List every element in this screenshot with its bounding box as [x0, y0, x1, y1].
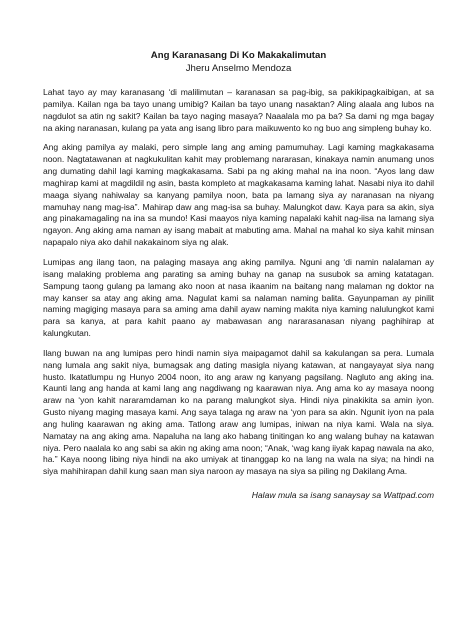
paragraph-1: Lahat tayo ay may karanasang ‘di malilimutan – karanasan sa pag-ibig, sa pakikipagkaibigan, at sa pamilya. Kailan nga ba tayo unang umibig? Kailan ba tayo unang nasaktan? Aling alaala ang lubos na nagdulot sa atin ng sakit? Kailan ba tayo naging masaya? Naaalala mo pa ba? Sa dami ng mga bagay na aking naranasan, kulang pa yata ang isang libro para maikuwento ko ng buo ang simpleng buhay ko. — [43, 87, 434, 133]
paragraph-2: Ang aking pamilya ay malaki, pero simple lang ang aming pamumuhay. Lagi kaming magkakasama noon. Nagtatawanan at nagkukulitan kahit may problemang nararasan, kinakaya namin anumang unos ang dumating dahil lagi kaming magkakasama. Sabi pa ng aking mahal na ina noon. “Ayos lang daw maghirap kami at magdildil ng asin, basta kompleto at magkakasama kaming lahat. Nasabi niya ito dahil maaga siyang nahiwalay sa kanyang pamilya noon, bata pa lamang siya ay naranasan na niyang mamuhay nang mag-isa”. Mahirap daw ang mag-isa sa buhay. Malungkot daw. Kaya para sa akin, siya ang pinakamagaling na ina sa mundo! Kasi maayos niya kaming napalaki kahit nag-iisa na lamang siya ngayon. Ang aking ama naman ay isang mabait at mabuting ama. Mahal na mahal ko siya kahit minsan napapalo niya ako dahil nakakainom siya ng alak. — [43, 142, 434, 248]
document-author: Jheru Anselmo Mendoza — [185, 63, 292, 74]
paragraph-3: Lumipas ang ilang taon, na palaging masaya ang aking pamilya. Nguni ang ‘di namin nalalaman ay isang malaking problema ang parating sa aming buhay na ganap na susubok sa aming katatagan. Sampung taong gulang pa lamang ako noon at nasa ikaanim na baitang nang malaman ng doktor na may kanser sa atay ang aking ama. Nagulat kami sa nalaman naming balita. Gayunpaman ay pinilit naming magiging masaya para sa aming ama dahil ayaw naming makita niya kaming nalulungkot kami para sa kanya, at para kahit paano ay mabawasan ang nararasanasan niyang paghihirap at kalungkutan. — [43, 256, 434, 339]
paragraph-4: Ilang buwan na ang lumipas pero hindi namin siya maipagamot dahil sa kakulangan sa pera. Lumala nang lumala ang sakit niya, bumagsak ang dating masigla niyang katawan, at nangayayat siya nang husto. Ikatatlumpu ng Hunyo 2004 noon, ito ang araw ng kanyang pagsilang. Nagluto ang aking ina. Kaunti lang ang handa at kami lang ang nagdiwang ng kaarawan niya. Ang ama ko ay masaya noong araw na ‘yon kahit nararamdaman ko na parang malungkot siya. Hindi niya pinakikita sa amin iyon. Gusto niyang maging masaya kami. Ang saya talaga ng araw na ‘yon para sa akin. Ngunit iyon na pala ang huling kaarawan ng aking ama. Tatlong araw ang lumipas, iniwan na niya kami. Wala na siya. Namatay na ang aking ama. Napaluha na lang ako habang tinitingan ko ang walang buhay na katawan niya. Pero naalala ko ang sabi sa akin ng aking ama noon; “Anak, ‘wag kang iiyak kapag nawala na ako, ha.” Kaya noong libing niya hindi na ako umiyak at tinanggap ko na lang na wala na siya; na hindi na siya mahihirapan dahil kung saan man siya naroon ay masaya na siya sa piling ng Dakilang Ama. — [43, 347, 434, 477]
document-title: Ang Karanasang Di Ko Makakalimutan — [150, 50, 327, 61]
source-attribution: Halaw mula sa isang sanaysay sa Wattpad.com — [251, 490, 434, 501]
